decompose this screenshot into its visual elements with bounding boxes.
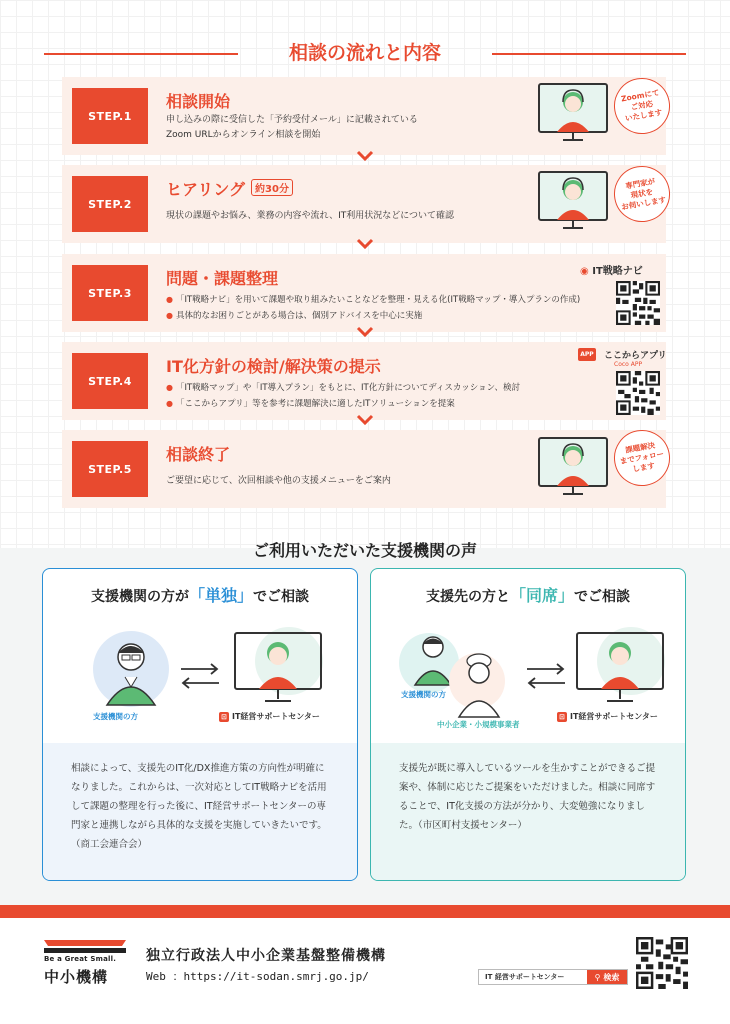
search-button[interactable]: ⚲ 検索	[587, 970, 627, 984]
step-2-badge: STEP.2	[72, 176, 148, 232]
step-5-text: ご要望に応じて、次回相談や他の支援メニューをご案内	[166, 476, 391, 486]
smrj-logo-icon	[44, 940, 126, 954]
list-item: ● 具体的なお困りごとがある場合は、個別アドバイスを中心に実施	[166, 311, 423, 321]
exchange-arrows-icon	[177, 661, 223, 691]
footer-band	[0, 905, 730, 918]
step-5-badge: STEP.5	[72, 441, 148, 497]
card-testimonial: 支援先が既に導入しているツールを生かすことができるご提案や、体制に応じたご提案をいただけました。相談に同席することで、IT化支援の方法が分かり、大変勉強になりました。（市区町村支援センター）	[371, 743, 685, 881]
step-2-heading: ヒアリング 約30分	[166, 177, 293, 200]
coco-app-label: ここからアプリ	[604, 351, 667, 361]
list-item: ● 「IT戦略マップ」や「IT導入プラン」をもとに、IT化方針についてディスカッション、検討	[166, 383, 520, 393]
card-heading: 支援先の方と「同席」でご相談	[425, 586, 630, 605]
it-support-center-label: ⊡ IT経営サポートセンター	[557, 711, 658, 722]
logo-slogan: Be a Great Small.	[44, 955, 117, 963]
voice-card-joint	[370, 568, 686, 881]
support-staff-and-business-owner-icon	[393, 623, 523, 719]
search-box[interactable]	[478, 969, 628, 985]
support-staff-icon	[81, 627, 181, 707]
consultant-monitor-icon	[537, 436, 609, 498]
exchange-arrows-icon	[523, 661, 569, 691]
step-4-bullets	[166, 380, 520, 412]
step-1-stamp: Zoomにて ご対応 いたします	[610, 74, 675, 139]
consultant-monitor-icon	[537, 170, 609, 232]
step-4-heading: IT化方針の検討/解決策の提示	[166, 357, 381, 376]
step-2-text: 現状の課題やお悩み、業務の内容や流れ、IT利用状況などについて確認	[166, 211, 455, 221]
business-owner-label: 中小企業・小規模事業者	[437, 720, 520, 729]
step-3-badge: STEP.3	[72, 265, 148, 321]
consultant-monitor-icon	[571, 625, 671, 709]
search-text: IT 経営サポートセンター	[485, 973, 565, 981]
organization-name: 独立行政法人中小企業基盤整備機構	[146, 948, 386, 964]
step-3-bullets	[166, 292, 580, 324]
card-illustration	[371, 621, 685, 741]
step-1-text: 申し込みの際に受信した「予約受付メール」に記載されている Zoom URLからオンライン相談を開始	[166, 115, 418, 140]
card-illustration	[43, 621, 357, 741]
step-5-stamp: 課題解決 までフォロー します	[610, 426, 675, 491]
step-4-badge: STEP.4	[72, 353, 148, 409]
voice-card-solo	[42, 568, 358, 881]
it-strategy-navi-label: ◉ IT戦略ナビ	[580, 266, 643, 277]
step-1-heading: 相談開始	[166, 92, 231, 111]
coco-app-sublabel: Coco APP	[614, 361, 643, 368]
list-item: ● 「IT戦略ナビ」を用いて課題や取り組みたいことなどを整理・見える化(IT戦略マップ・導入プランの作成)	[166, 295, 581, 305]
support-staff-label: 支援機関の方	[401, 690, 446, 699]
flow-title: 相談の流れと内容	[288, 42, 441, 64]
chevron-down-icon	[356, 238, 374, 250]
step-5-heading: 相談終了	[166, 445, 231, 464]
consultant-monitor-icon	[537, 82, 609, 144]
card-heading: 支援機関の方が「単独」でご相談	[90, 586, 309, 605]
consultant-monitor-icon	[229, 625, 329, 709]
qr-code-icon	[636, 937, 688, 989]
qr-code-icon	[616, 281, 660, 325]
step-4	[62, 342, 666, 420]
chevron-down-icon	[356, 326, 374, 338]
chevron-down-icon	[356, 414, 374, 426]
voices-title: ご利用いただいた支援機関の声	[252, 541, 477, 560]
step-3-heading: 問題・課題整理	[166, 269, 279, 288]
step-1-badge: STEP.1	[72, 88, 148, 144]
duration-tag: 約30分	[251, 179, 293, 196]
step-3	[62, 254, 666, 332]
support-staff-label: 支援機関の方	[93, 712, 138, 721]
website-url[interactable]: Web ：https://it-sodan.smrj.go.jp/	[146, 970, 369, 983]
chevron-down-icon	[356, 150, 374, 162]
search-icon: ⚲	[594, 972, 601, 982]
card-testimonial: 相談によって、支援先のIT化/DX推進方策の方向性が明確になりました。これからは、一次対応としてIT戦略ナビを活用して課題の整理を行った後に、IT経営サポートセンターの専門家と連携しながら具体的な支援を実施していきたいです。（商工会連合会）	[43, 743, 357, 881]
it-support-center-label: ⊡ IT経営サポートセンター	[219, 711, 320, 722]
app-icon: APP	[578, 348, 596, 361]
logo-name: 中小機構	[44, 968, 109, 986]
step-2-stamp: 専門家が 現状を お伺いします	[610, 162, 675, 227]
qr-code-icon	[616, 371, 660, 415]
list-item: ● 「ここからアプリ」等を参考に課題解決に適したITソリューションを提案	[166, 399, 455, 409]
